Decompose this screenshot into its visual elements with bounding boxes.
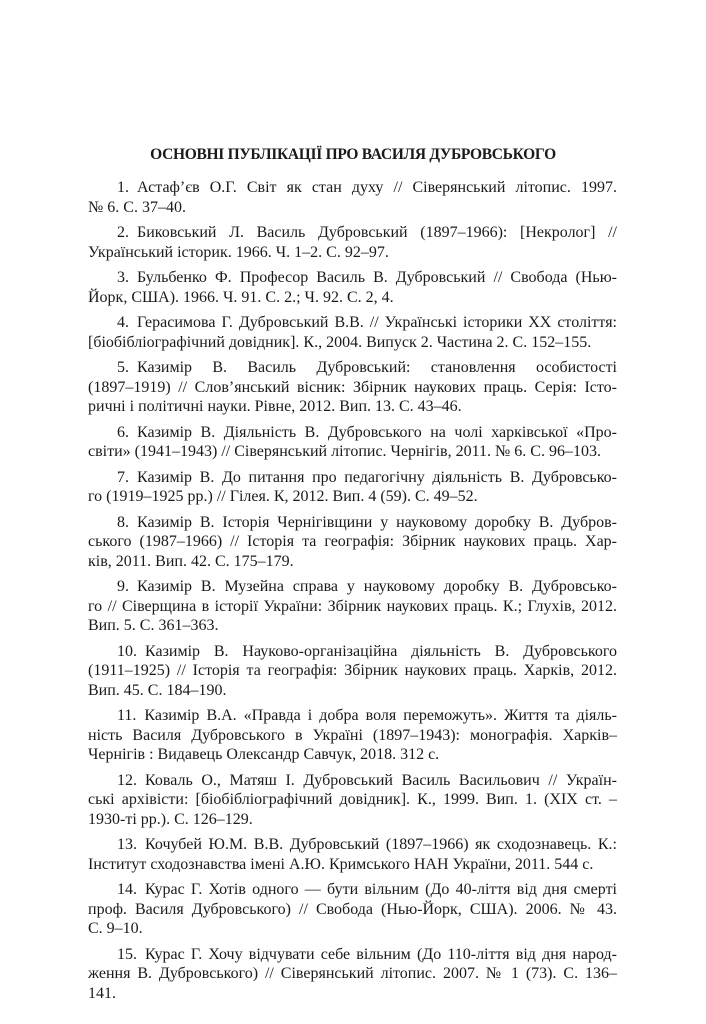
entry-number: 4. — [117, 314, 129, 331]
entry-line — [88, 442, 617, 462]
bibliography-entry — [88, 178, 617, 217]
entry-text: ські архівісти: [біобібліографічний довідник]. К., 1999. Вип. 1. (XIX ст. – — [88, 791, 617, 808]
bibliography-entry — [88, 223, 617, 262]
entry-line — [88, 268, 617, 288]
entry-text: (1897–1919) // Слов’янський вісник: Збірник наукових праць. Серія: Істо- — [88, 378, 617, 396]
entry-line — [88, 900, 617, 920]
entry-number: 14. — [117, 881, 137, 898]
entry-number: 15. — [117, 945, 137, 963]
entry-line — [88, 288, 617, 308]
entry-text: Йорк, США). 1966. Ч. 91. С. 2.; Ч. 92. С. 2, 4. — [88, 288, 394, 306]
bibliography-entry — [88, 423, 617, 462]
entry-number: 12. — [117, 771, 137, 789]
entry-line — [88, 726, 617, 746]
entry-text: Биковський Л. Василь Дубровський (1897–1966): [Некролог] // — [137, 224, 617, 241]
entry-line — [88, 919, 617, 939]
bibliography-entry — [88, 513, 617, 572]
entry-text: Вип. 5. С. 361–363. — [88, 617, 219, 634]
entry-number: 10. — [117, 642, 137, 660]
bibliography-entry — [88, 468, 617, 507]
entry-text: (1911–1925) // Історія та географія: Збірник наукових праць. Харків, 2012. — [88, 662, 617, 679]
entry-line — [88, 532, 617, 552]
entry-line — [88, 552, 617, 572]
entry-text: го (1919–1925 рр.) // Гілея. К, 2012. Вип. 4 (59). С. 49–52. — [88, 488, 478, 505]
entry-line — [88, 487, 617, 507]
entry-text: Коваль О., Матяш І. Дубровський Василь Васильович // Україн- — [145, 771, 617, 789]
entry-line — [88, 616, 617, 636]
entry-text: Казимір В.А. «Правда і добра воля переможуть». Життя та діяль- — [144, 707, 617, 724]
entry-text: Казимір В. Музейна справа у науковому доробку В. Дубровсько- — [137, 578, 617, 595]
bibliography-entry — [88, 880, 617, 939]
entry-line — [88, 661, 617, 681]
bibliography-list — [88, 178, 617, 1009]
entry-text: Курас Г. Хочу відчувати себе вільним (До 110-ліття від дня народ- — [145, 945, 617, 963]
entry-line — [88, 810, 617, 830]
entry-text: світи» (1941–1943) // Сіверянський літопис. Чернігів, 2011. № 6. С. 96–103. — [88, 443, 601, 460]
entry-line — [88, 513, 617, 533]
entry-text: проф. Василя Дубровського) // Свобода (Нью-Йорк, США). 2006. № 43. — [88, 900, 617, 918]
entry-number: 9. — [117, 578, 129, 595]
entry-line — [88, 945, 617, 965]
entry-line — [88, 358, 617, 378]
entry-number: 3. — [117, 269, 129, 286]
entry-text: Інститут сходознавства імені А.Ю. Кримського НАН України, 2011. 544 с. — [88, 855, 594, 873]
entry-line — [88, 223, 617, 243]
entry-text: Казимір В. Діяльність В. Дубровського на чолі харківської «Про- — [137, 423, 617, 441]
bibliography-entry — [88, 706, 617, 765]
entry-line — [88, 642, 617, 662]
entry-line — [88, 333, 617, 353]
entry-text: 141. — [88, 984, 116, 1002]
entry-line — [88, 681, 617, 701]
entry-text: Герасимова Г. Дубровський В.В. // Українські історики ХХ століття: — [137, 314, 617, 331]
entry-text: Український історик. 1966. Ч. 1–2. С. 92–97. — [88, 243, 389, 261]
entry-line — [88, 984, 617, 1004]
entry-number: 7. — [117, 468, 129, 486]
bibliography-entry — [88, 835, 617, 874]
entry-text: ків, 2011. Вип. 42. С. 175–179. — [88, 552, 294, 570]
entry-text: Курас Г. Хотів одного — бути вільним (До 40-ліття від дня смерті — [145, 881, 617, 898]
entry-text: го // Сіверщина в історії України: Збірник наукових праць. К.; Глухів, 2012. — [88, 597, 617, 615]
entry-line — [88, 855, 617, 875]
bibliography-entry — [88, 313, 617, 352]
entry-line — [88, 577, 617, 597]
entry-line — [88, 178, 617, 198]
entry-line — [88, 397, 617, 417]
entry-line — [88, 964, 617, 984]
entry-line — [88, 790, 617, 810]
entry-line — [88, 243, 617, 263]
entry-text: № 6. С. 37–40. — [88, 198, 186, 216]
entry-text: Казимір В. До питання про педагогічну діяльність В. Дубровсько- — [137, 468, 617, 486]
bibliography-entry — [88, 771, 617, 830]
entry-number: 11. — [117, 707, 137, 724]
entry-line — [88, 745, 617, 765]
entry-text: Бульбенко Ф. Професор Василь В. Дубровський // Свобода (Нью- — [137, 269, 617, 286]
page-title: ОСНОВНІ ПУБЛІКАЦІЇ ПРО ВАСИЛЯ ДУБРОВСЬКОГО — [150, 146, 556, 163]
entry-line — [88, 378, 617, 398]
entry-line — [88, 423, 617, 443]
entry-text: ність Василя Дубровського в Україні (1897–1943): монографія. Харків– — [88, 726, 617, 744]
entry-text: Чернігів : Видавець Олександр Савчук, 2018. 312 с. — [88, 746, 440, 763]
entry-number: 8. — [117, 513, 129, 531]
entry-text: С. 9–10. — [88, 920, 143, 937]
entry-number: 13. — [117, 836, 137, 853]
entry-text: Казимір В. Історія Чернігівщини у науковому доробку В. Дубров- — [137, 513, 617, 531]
entry-text: Вип. 45. С. 184–190. — [88, 681, 227, 699]
entry-line — [88, 835, 617, 855]
bibliography-entry — [88, 945, 617, 1004]
entry-line — [88, 771, 617, 791]
bibliography-entry — [88, 358, 617, 417]
bibliography-entry — [88, 577, 617, 636]
entry-line — [88, 198, 617, 218]
entry-text: [біобібліографічний довідник]. К., 2004. Випуск 2. Частина 2. С. 152–155. — [88, 333, 592, 351]
entry-text: ження В. Дубровського) // Сіверянський літопис. 2007. № 1 (73). С. 136– — [88, 965, 617, 982]
entry-text: Казимір В. Науково-організаційна діяльність В. Дубровського — [145, 642, 617, 660]
entry-line — [88, 468, 617, 488]
entry-number: 6. — [117, 423, 129, 441]
bibliography-entry — [88, 642, 617, 701]
entry-line — [88, 880, 617, 900]
bibliography-entry — [88, 268, 617, 307]
entry-number: 1. — [117, 179, 129, 196]
entry-text: ського (1987–1966) // Історія та географія: Збірник наукових праць. Хар- — [88, 533, 617, 550]
entry-number: 2. — [117, 224, 129, 241]
entry-line — [88, 597, 617, 617]
entry-line — [88, 313, 617, 333]
entry-text: Астаф’єв О.Г. Світ як стан духу // Сіверянський літопис. 1997. — [137, 179, 617, 196]
entry-line — [88, 706, 617, 726]
entry-text: ричні і політичні науки. Рівне, 2012. Вип. 13. С. 43–46. — [88, 398, 462, 415]
entry-text: 1930-ті рр.). С. 126–129. — [88, 810, 253, 828]
entry-number: 5. — [117, 359, 129, 376]
entry-text: Кочубей Ю.М. В.В. Дубровський (1897–1966) як сходознавець. К.: — [145, 836, 617, 853]
entry-text: Казимір В. Василь Дубровський: становлення особистості — [137, 359, 617, 376]
